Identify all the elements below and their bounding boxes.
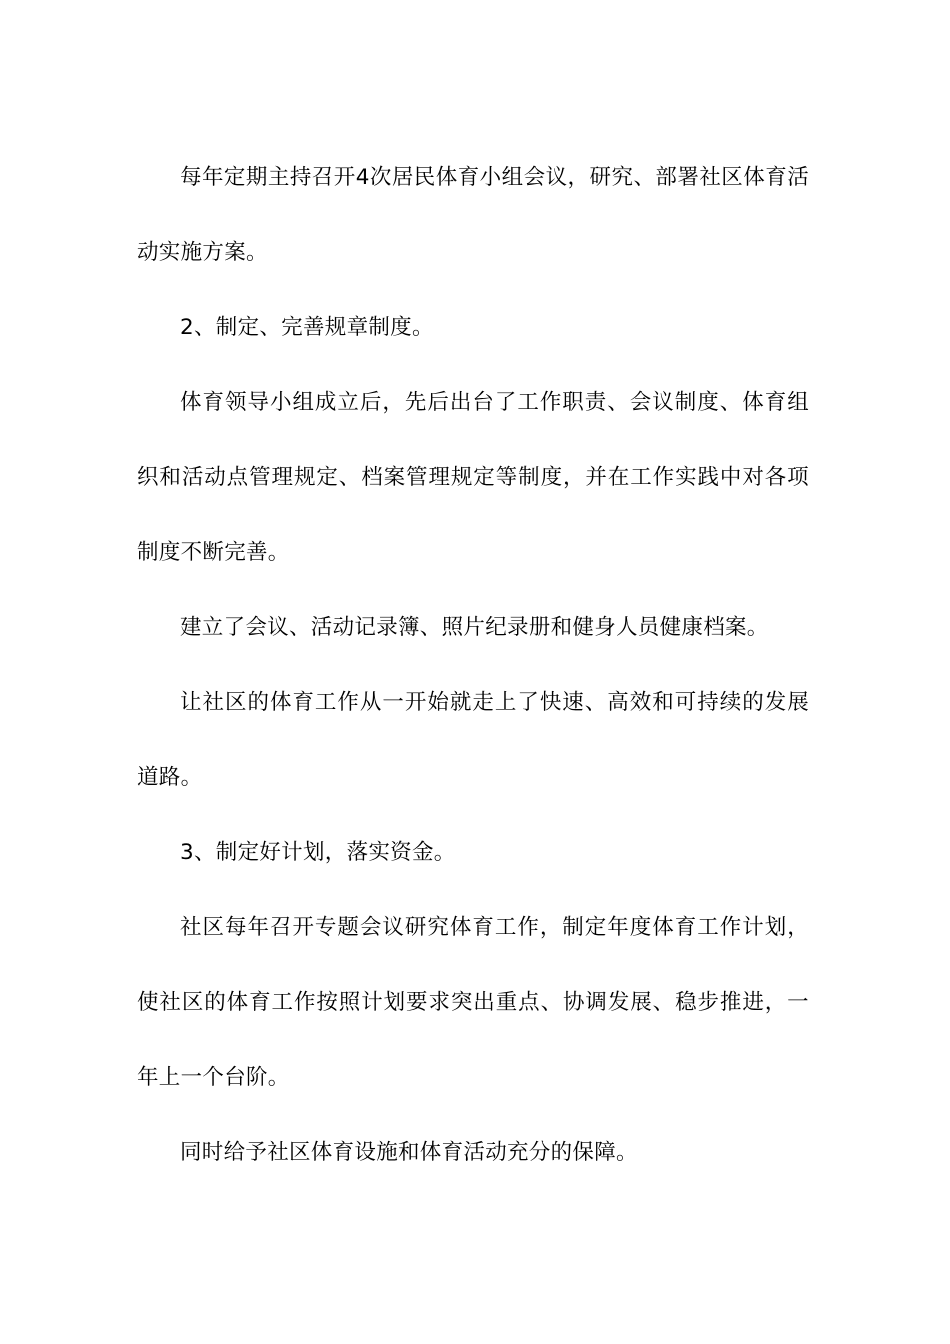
paragraph-annual-plan: 社区每年召开专题会议研究体育工作，制定年度体育工作计划，使社区的体育工作按照计划要求突出重点、协调发展、稳步推进，一年上一个台阶。: [137, 915, 809, 1090]
paragraph-meetings: 每年定期主持召开4次居民体育小组会议，研究、部署社区体育活动实施方案。: [137, 165, 809, 265]
heading-plan-funds: 3、制定好计划，落实资金。: [180, 840, 456, 865]
paragraph-records: 建立了会议、活动记录簿、照片纪录册和健身人员健康档案。: [180, 615, 769, 640]
paragraph-rules: 体育领导小组成立后，先后出台了工作职责、会议制度、体育组织和活动点管理规定、档案管理规定等制度，并在工作实践中对各项制度不断完善。: [137, 390, 809, 565]
heading-rules: 2、制定、完善规章制度。: [180, 315, 434, 340]
paragraph-guarantee: 同时给予社区体育设施和体育活动充分的保障。: [180, 1140, 638, 1165]
paragraph-development: 让社区的体育工作从一开始就走上了快速、高效和可持续的发展道路。: [137, 690, 809, 790]
document-body: [137, 140, 809, 1190]
